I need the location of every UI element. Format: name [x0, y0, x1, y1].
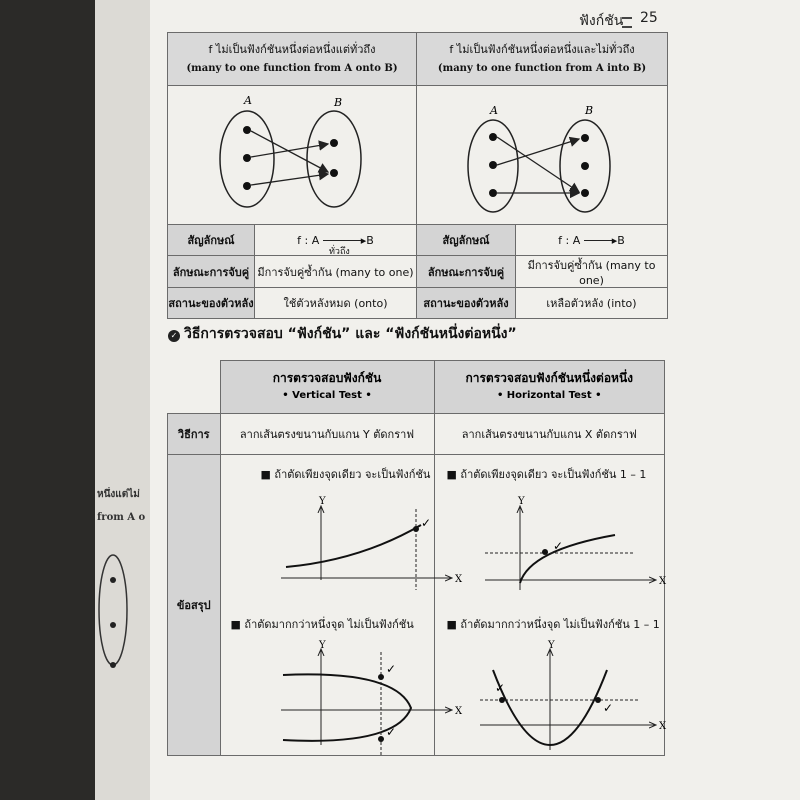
conclusion-label: ข้อสรุป — [168, 455, 221, 756]
page-number: 25 — [640, 10, 658, 26]
mapping-into-svg — [417, 86, 667, 220]
codomain-into: เหลือตัวหลัง (into) — [516, 288, 668, 319]
svg-text:X: X — [658, 721, 666, 732]
codomain-label: สถานะของตัวหลัง — [168, 288, 255, 319]
header-separator — [622, 17, 632, 28]
svg-text:✓: ✓ — [385, 662, 396, 676]
col2-title: f ไม่เป็นฟังก์ชันหนึ่งต่อหนึ่งและไม่ทั่วถึง — [449, 43, 635, 56]
corner-cell — [168, 361, 221, 414]
vertical-test-header — [220, 361, 434, 414]
col1-title: f ไม่เป็นฟังก์ชันหนึ่งต่อหนึ่งแต่ทั่วถึง — [208, 43, 376, 56]
mapping-diagram-into — [417, 86, 668, 225]
conclusion-text: ■ ถ้าตัดเพียงจุดเดียว จะเป็นฟังก์ชัน 1 – 1 — [446, 468, 647, 481]
graph-one-to-one — [475, 495, 675, 595]
col2-header — [417, 33, 668, 86]
mapping-label: ลักษณะการจับคู่ — [168, 256, 255, 288]
horizontal-test-sub: • Horizontal Test • — [496, 390, 602, 401]
codomain-onto: ใช้ตัวหลังหมด (onto) — [255, 288, 417, 319]
left-page-fragment: from A o — [97, 512, 146, 523]
bullet-icon: ■ — [230, 618, 241, 631]
svg-text:✓: ✓ — [494, 681, 505, 695]
svg-text:✓: ✓ — [420, 516, 431, 530]
left-page-edge — [95, 0, 150, 800]
conclusion-text: ■ ถ้าตัดมากกว่าหนึ่งจุด ไม่เป็นฟังก์ชัน 1 – 1 — [446, 618, 660, 631]
set-b-ellipse — [307, 111, 361, 207]
svg-text:Y: Y — [318, 496, 326, 507]
svg-text:X: X — [454, 574, 462, 585]
horizontal-test-cell — [434, 455, 665, 756]
svg-text:✓: ✓ — [602, 701, 613, 715]
graph-not-one-to-one — [475, 640, 675, 755]
arrow-icon — [584, 240, 612, 241]
method-vertical: ลากเส้นตรงขนานกับแกน Y ตัดกราฟ — [220, 414, 434, 455]
mapping-label: ลักษณะการจับคู่ — [417, 256, 516, 288]
left-page-diagram — [95, 540, 150, 800]
set-b-label: B — [585, 104, 594, 117]
section-bullet-icon: ✓ — [168, 330, 180, 342]
symbol-label: สัญลักษณ์ — [168, 225, 255, 256]
conclusion-text: ■ ถ้าตัดมากกว่าหนึ่งจุด ไม่เป็นฟังก์ชัน — [230, 618, 414, 631]
symbol-label: สัญลักษณ์ — [417, 225, 516, 256]
mapping-into: มีการจับคู่ซ้ำกัน (many to one) — [516, 256, 668, 288]
bullet-icon: ■ — [260, 468, 271, 481]
svg-text:✓: ✓ — [552, 539, 563, 553]
symbol-into: f : A ▸B — [516, 225, 668, 256]
mapping-onto-svg — [168, 86, 416, 220]
method-horizontal: ลากเส้นตรงขนานกับแกน X ตัดกราฟ — [434, 414, 665, 455]
set-a-label: A — [490, 104, 498, 117]
vertical-test-cell — [220, 455, 462, 756]
mapping-onto: มีการจับคู่ซ้ำกัน (many to one) — [255, 256, 417, 288]
onto-note: ทั่วถึง — [329, 247, 350, 257]
symbol-onto: f : A ▸B ทั่วถึง — [255, 225, 417, 256]
svg-text:Y: Y — [547, 640, 555, 651]
col2-subtitle: (many to one function from A into B) — [437, 63, 647, 74]
svg-text:Y: Y — [517, 496, 525, 507]
svg-text:X: X — [658, 576, 666, 587]
svg-text:Y: Y — [318, 640, 326, 651]
section-title: ✓ วิธีการตรวจสอบ “ฟังก์ชัน” และ “ฟังก์ชันหนึ่งต่อหนึ่ง” — [168, 323, 517, 345]
codomain-label: สถานะของตัวหลัง — [417, 288, 516, 319]
set-b-label: B — [334, 96, 343, 109]
set-a-label: A — [244, 94, 252, 107]
mapping-diagram-onto — [168, 86, 417, 225]
arrow-icon — [323, 240, 361, 241]
horizontal-test-title: การตรวจสอบฟังก์ชันหนึ่งต่อหนึ่ง — [465, 371, 634, 385]
chapter-title: ฟังก์ชัน — [579, 13, 624, 29]
test-methods-table — [167, 360, 665, 756]
vertical-test-sub: • Vertical Test • — [282, 390, 372, 401]
bullet-icon: ■ — [446, 468, 457, 481]
col1-header — [168, 33, 417, 86]
left-page-fragment: หนึ่งแต่ไม่ — [97, 489, 140, 500]
svg-text:✓: ✓ — [385, 725, 396, 739]
svg-text:X: X — [454, 706, 462, 717]
conclusion-text: ■ ถ้าตัดเพียงจุดเดียว จะเป็นฟังก์ชัน — [260, 468, 431, 481]
horizontal-test-header — [434, 361, 665, 414]
col1-subtitle: (many to one function from A onto B) — [186, 63, 398, 74]
function-types-table — [167, 32, 668, 319]
method-label: วิธีการ — [168, 414, 221, 455]
bullet-icon: ■ — [446, 618, 457, 631]
vertical-test-title: การตรวจสอบฟังก์ชัน — [272, 371, 382, 385]
